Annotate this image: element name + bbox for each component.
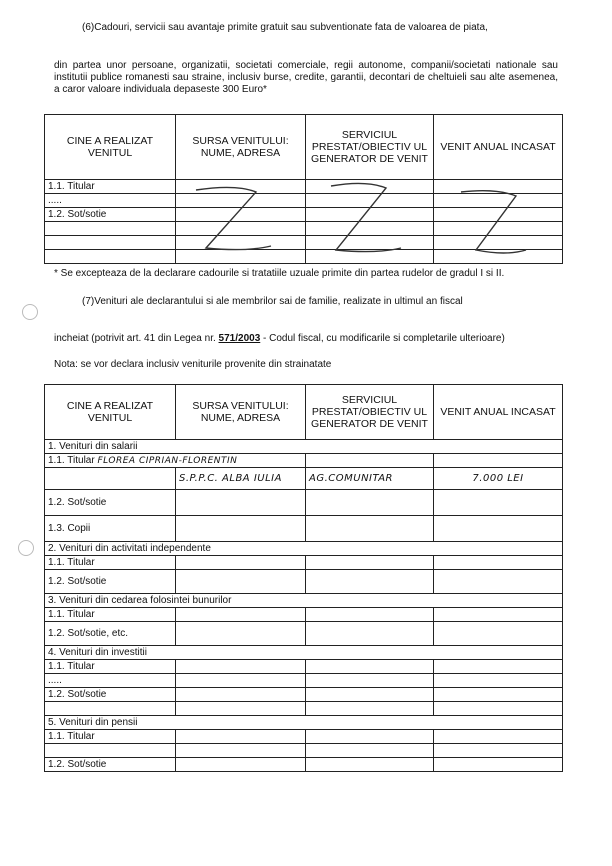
handwritten-name: FLOREA CIPRIAN-FLORENTIN (97, 456, 238, 466)
row-label: 1.1. Titular (45, 556, 176, 570)
row-label: 1.1. Titular (45, 180, 176, 194)
handwritten-service: AG.COMUNITAR (306, 468, 434, 490)
section7-intro-line2 (54, 333, 558, 345)
row-label: 1.1. Titular (45, 730, 176, 744)
intro-text: - Codul fiscal, cu modificarile si completarile ulterioare) (260, 333, 505, 344)
section7-intro-line1: (7)Venituri ale declarantului si ale membrilor sai de familie, realizate in ultimul an fiscal (82, 296, 463, 307)
row-label: ..... (45, 194, 176, 208)
handwritten-source: S.P.P.C. ALBA IULIA (176, 468, 306, 490)
header-cine: CINE A REALIZAT VENITUL (45, 115, 176, 180)
law-reference: 571/2003 (218, 333, 261, 344)
category-salarii: 1. Venituri din salarii (45, 440, 563, 454)
header-sursa: SURSA VENITULUI: NUME, ADRESA (176, 385, 306, 440)
row-label (45, 236, 176, 250)
row-label: 1.3. Copii (45, 516, 176, 542)
section6-table (44, 114, 563, 264)
punch-hole-icon (18, 540, 34, 556)
row-label: 1.1. Titular (48, 455, 95, 466)
header-venit: VENIT ANUAL INCASAT (434, 115, 563, 180)
header-cine: CINE A REALIZAT VENITUL (45, 385, 176, 440)
section6-intro-line1: (6)Cadouri, servicii sau avantaje primite gratuit sau subventionate fata de valoarea de piata, (82, 22, 488, 33)
header-serviciul: SERVICIUL PRESTAT/OBIECTIV UL GENERATOR DE VENIT (306, 115, 434, 180)
punch-hole-icon (22, 304, 38, 320)
category-cedare: 3. Venituri din cedarea folosintei bunurilor (45, 594, 563, 608)
header-venit: VENIT ANUAL INCASAT (434, 385, 563, 440)
header-sursa: SURSA VENITULUI: NUME, ADRESA (176, 115, 306, 180)
category-investitii: 4. Venituri din investitii (45, 646, 563, 660)
category-independente: 2. Venituri din activitati independente (45, 542, 563, 556)
row-label: 1.2. Sot/sotie (45, 570, 176, 594)
row-label: 1.2. Sot/sotie (45, 688, 176, 702)
row-label: 1.2. Sot/sotie (45, 208, 176, 222)
row-label: 1.2. Sot/sotie (45, 490, 176, 516)
row-label: ..... (45, 674, 176, 688)
handwritten-amount: 7.000 LEI (434, 468, 563, 490)
row-label: 1.1. Titular (45, 660, 176, 674)
row-label: 1.2. Sot/sotie (45, 758, 176, 772)
section7-table (44, 384, 563, 772)
row-label: 1.2. Sot/sotie, etc. (45, 622, 176, 646)
category-pensii: 5. Venituri din pensii (45, 716, 563, 730)
header-serviciul: SERVICIUL PRESTAT/OBIECTIV UL GENERATOR DE VENIT (306, 385, 434, 440)
row-label (45, 250, 176, 264)
row-label (45, 222, 176, 236)
row-label: 1.1. Titular (45, 608, 176, 622)
section6-footnote: * Se excepteaza de la declarare cadourile si tratatiile uzuale primite din partea rudelor de gradul I si II. (54, 268, 505, 279)
section7-note: Nota: se vor declara inclusiv veniturile provenite din strainatate (54, 359, 332, 370)
intro-text: incheiat (potrivit art. 41 din Legea nr. (54, 333, 219, 344)
section6-intro-line2: din partea unor persoane, organizatii, societati comerciale, regii autonome, companii/societati nationale sau institutii publice romanesti sau straine, inclusiv burse, credite, garantii, decontari de cheltuieli sau alte asemenea, a caror valoare individuala depaseste 300 Euro* (54, 60, 558, 95)
titular-row (45, 454, 306, 468)
